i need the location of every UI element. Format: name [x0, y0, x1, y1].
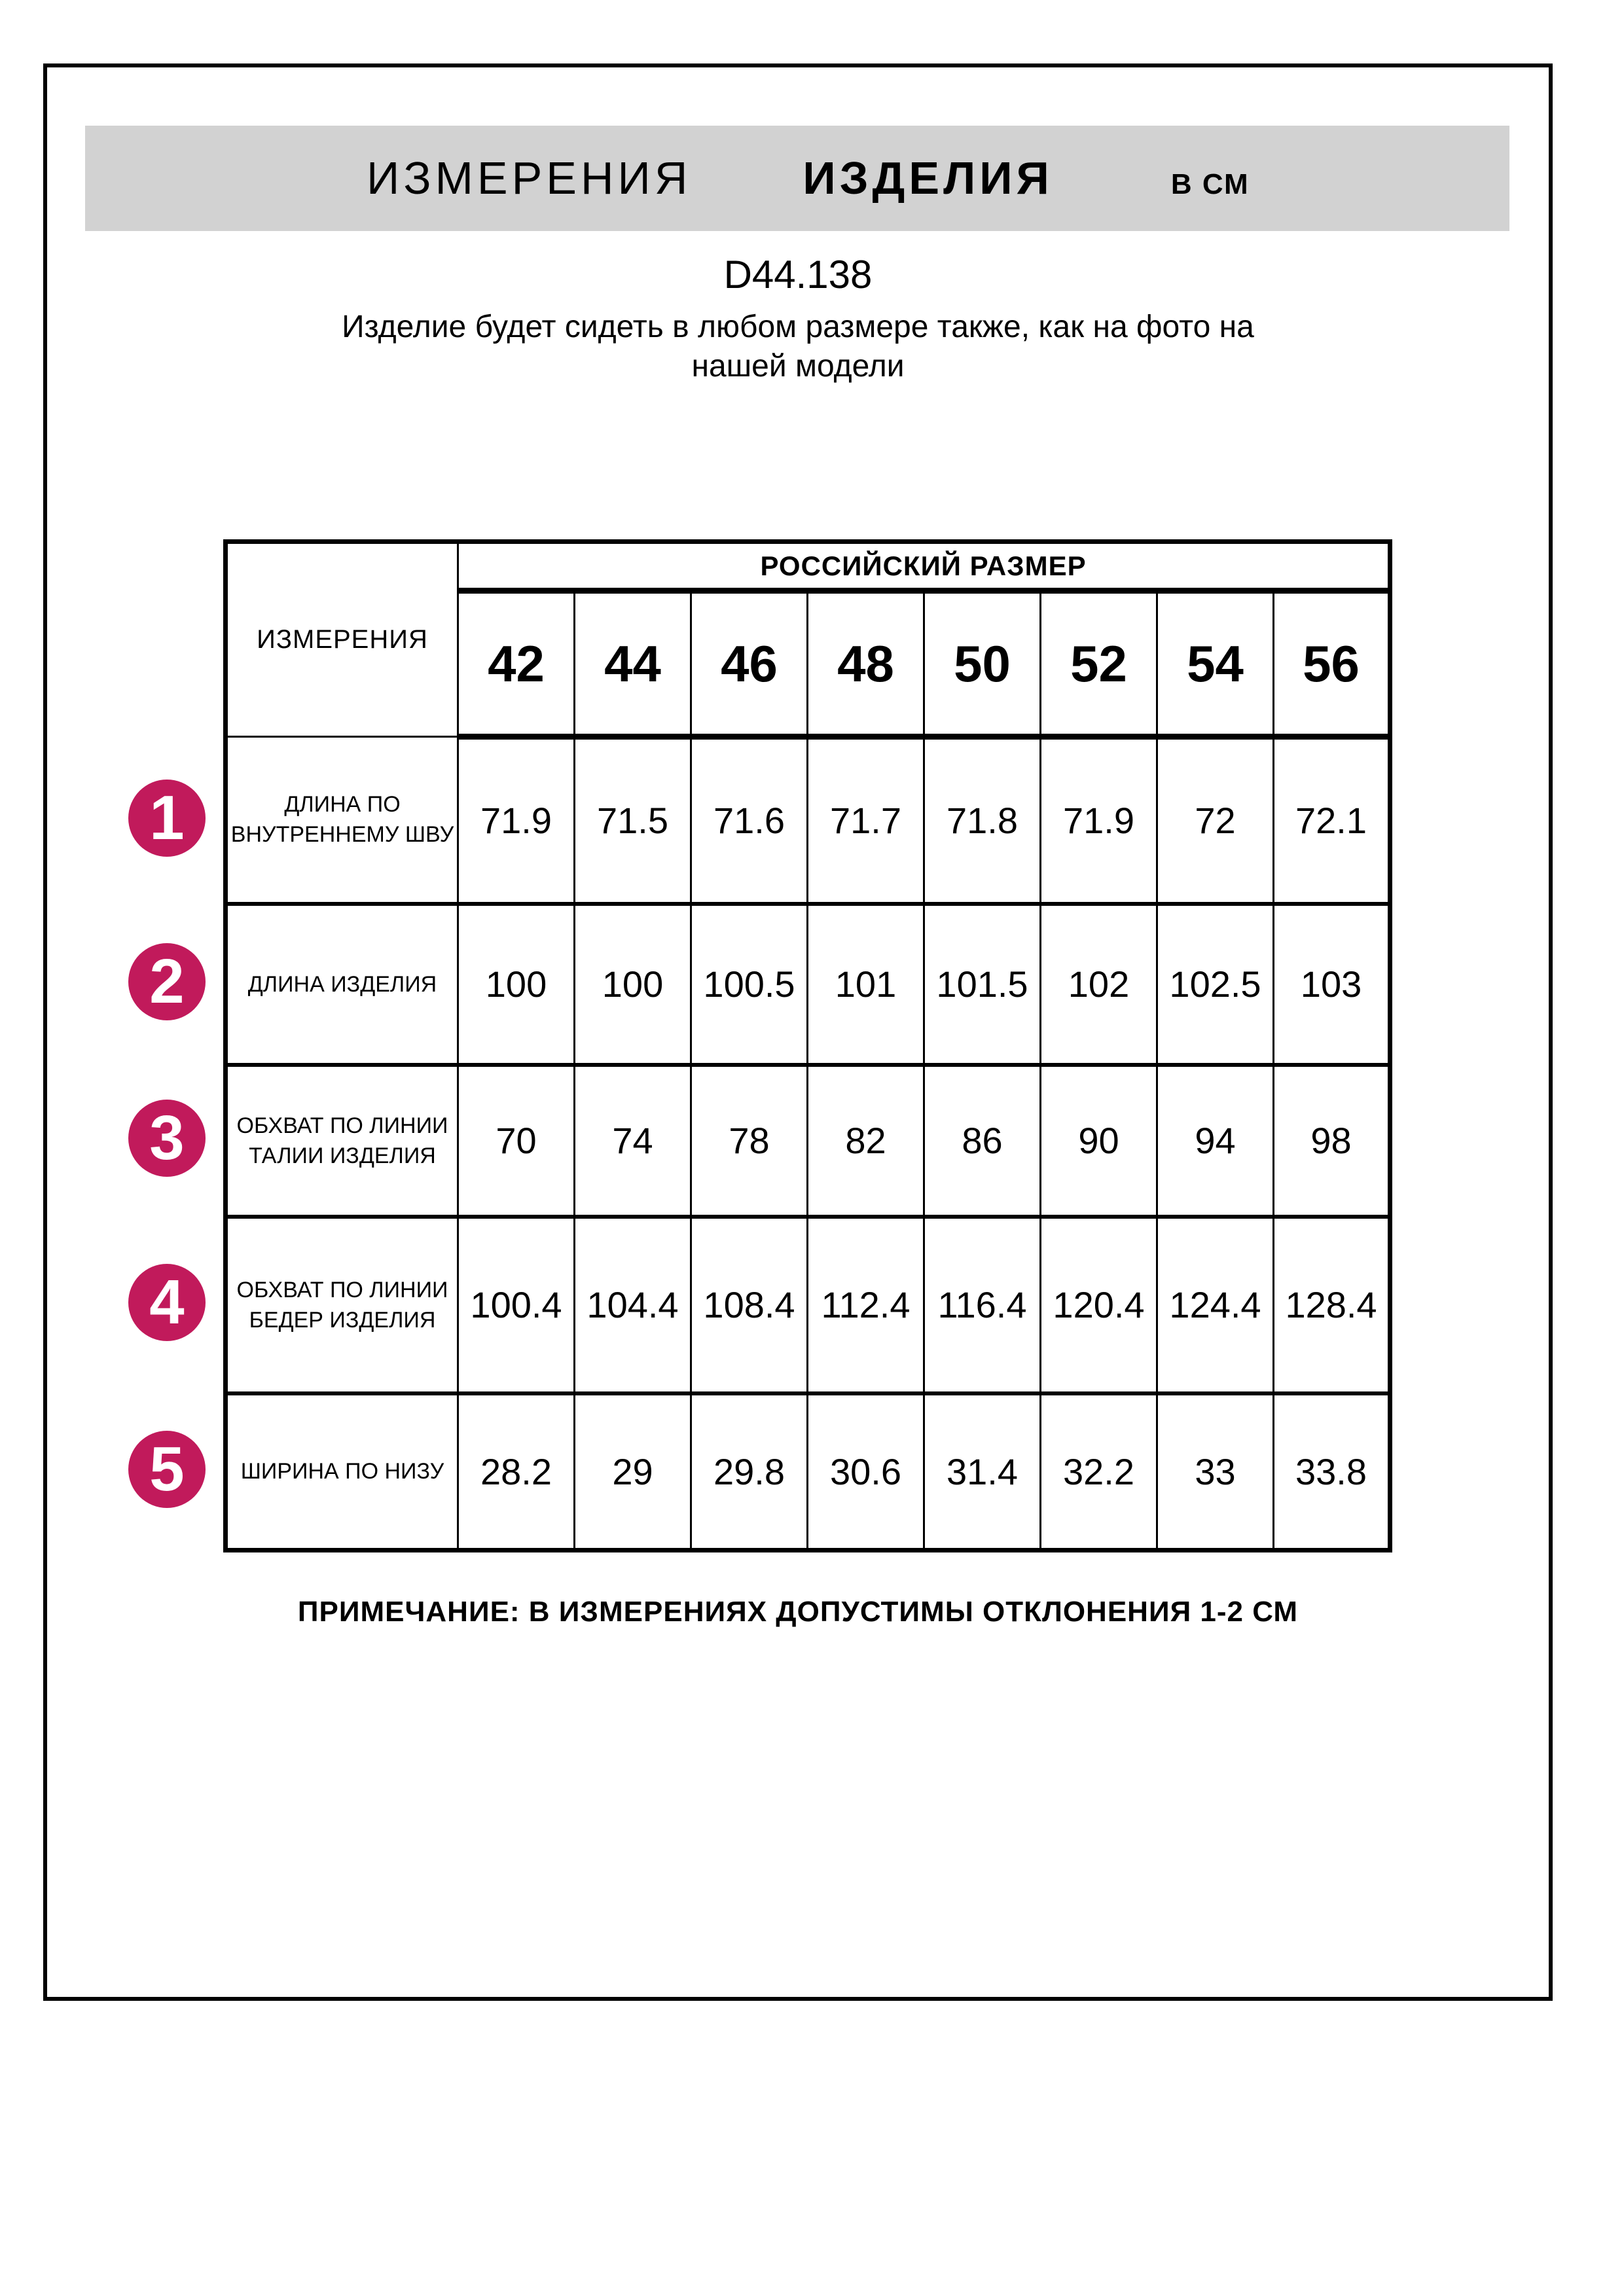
row-value: 103	[1274, 904, 1390, 1065]
row-value: 72.1	[1274, 737, 1390, 904]
row-value: 28.2	[458, 1393, 575, 1551]
row-value: 71.6	[691, 737, 808, 904]
row-value: 33.8	[1274, 1393, 1390, 1551]
row-value: 71.7	[808, 737, 924, 904]
model-code: D44.138	[723, 253, 873, 296]
table-row	[226, 1393, 1390, 1551]
row-value: 29.8	[691, 1393, 808, 1551]
subtitle-line-2: нашей модели	[691, 349, 905, 384]
row-value: 82	[808, 1065, 924, 1217]
row-value: 31.4	[924, 1393, 1041, 1551]
row-value: 90	[1041, 1065, 1157, 1217]
size-column-header: 54	[1157, 591, 1274, 737]
row-number-badge: 1	[128, 780, 206, 857]
row-value: 32.2	[1041, 1393, 1157, 1551]
row-value: 101	[808, 904, 924, 1065]
row-value: 100.5	[691, 904, 808, 1065]
row-number-badge: 3	[128, 1100, 206, 1177]
row-value: 124.4	[1157, 1217, 1274, 1393]
row-value: 108.4	[691, 1217, 808, 1393]
header-title-units: В СМ	[1170, 168, 1250, 200]
table-row	[226, 904, 1390, 1065]
measurements-header-cell: ИЗМЕРЕНИЯ	[226, 542, 458, 737]
header-title-measurements: ИЗМЕРЕНИЯ	[367, 152, 692, 204]
size-column-header: 48	[808, 591, 924, 737]
row-value: 100	[575, 904, 691, 1065]
row-label: ОБХВАТ ПО ЛИНИИ БЕДЕР ИЗДЕЛИЯ	[226, 1217, 458, 1393]
row-value: 116.4	[924, 1217, 1041, 1393]
row-value: 71.8	[924, 737, 1041, 904]
row-label: ОБХВАТ ПО ЛИНИИ ТАЛИИ ИЗДЕЛИЯ	[226, 1065, 458, 1217]
row-value: 29	[575, 1393, 691, 1551]
table-row	[226, 1065, 1390, 1217]
size-column-header: 42	[458, 591, 575, 737]
row-value: 78	[691, 1065, 808, 1217]
size-column-header: 52	[1041, 591, 1157, 737]
row-value: 74	[575, 1065, 691, 1217]
row-value: 86	[924, 1065, 1041, 1217]
row-value: 72	[1157, 737, 1274, 904]
row-value: 100	[458, 904, 575, 1065]
size-column-header: 50	[924, 591, 1041, 737]
row-value: 102.5	[1157, 904, 1274, 1065]
row-value: 101.5	[924, 904, 1041, 1065]
row-label: ШИРИНА ПО НИЗУ	[226, 1393, 458, 1551]
row-value: 120.4	[1041, 1217, 1157, 1393]
subtitle-line-1: Изделие будет сидеть в любом размере также, как на фото на	[342, 310, 1254, 344]
row-value: 104.4	[575, 1217, 691, 1393]
row-value: 71.9	[1041, 737, 1157, 904]
row-label: ДЛИНА ПО ВНУТРЕННЕМУ ШВУ	[226, 737, 458, 904]
row-value: 128.4	[1274, 1217, 1390, 1393]
size-group-header-cell: РОССИЙСКИЙ РАЗМЕР	[458, 542, 1390, 591]
row-number-badge: 5	[128, 1431, 206, 1508]
size-column-header: 46	[691, 591, 808, 737]
size-chart-table	[223, 539, 1392, 1552]
size-column-header: 56	[1274, 591, 1390, 737]
size-group-header-row	[226, 542, 1390, 591]
header-title-product: ИЗДЕЛИЯ	[803, 152, 1053, 204]
table-row	[226, 1217, 1390, 1393]
row-value: 94	[1157, 1065, 1274, 1217]
row-value: 71.5	[575, 737, 691, 904]
subtitle	[43, 308, 1553, 386]
row-value: 30.6	[808, 1393, 924, 1551]
header-bar	[85, 126, 1509, 231]
row-value: 112.4	[808, 1217, 924, 1393]
row-label: ДЛИНА ИЗДЕЛИЯ	[226, 904, 458, 1065]
row-value: 70	[458, 1065, 575, 1217]
row-value: 100.4	[458, 1217, 575, 1393]
table-row	[226, 737, 1390, 904]
row-number-badge: 2	[128, 943, 206, 1020]
row-value: 33	[1157, 1393, 1274, 1551]
note-text: ПРИМЕЧАНИЕ: В ИЗМЕРЕНИЯХ ДОПУСТИМЫ ОТКЛОНЕНИЯ 1-2 СМ	[297, 1596, 1299, 1628]
row-value: 102	[1041, 904, 1157, 1065]
row-value: 98	[1274, 1065, 1390, 1217]
row-value: 71.9	[458, 737, 575, 904]
row-number-badge: 4	[128, 1264, 206, 1341]
size-column-header: 44	[575, 591, 691, 737]
